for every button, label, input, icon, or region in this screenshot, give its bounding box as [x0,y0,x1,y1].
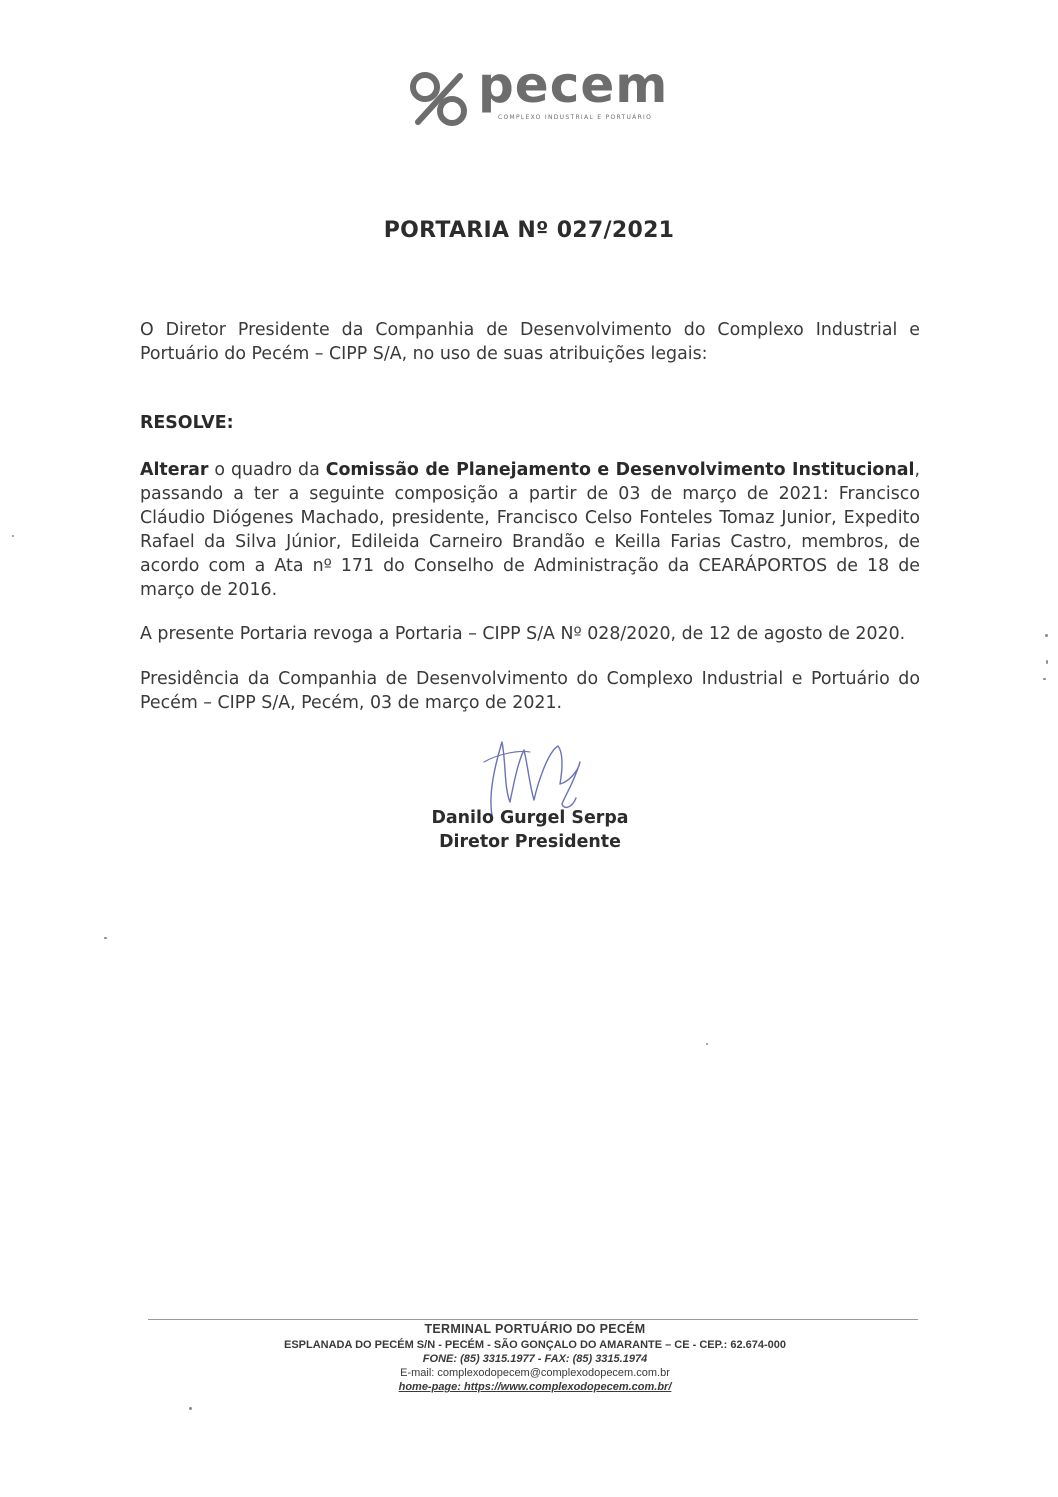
footer-phone-fax: FONE: (85) 3315.1977 - FAX: (85) 3315.1974 [422,1353,648,1365]
logo-wordmark: pecem [478,56,669,114]
logo-tagline: COMPLEXO INDUSTRIAL E PORTUÁRIO [498,114,653,121]
scan-speck [1046,660,1048,664]
resolve-heading: RESOLVE: [140,413,234,433]
footer-email: E-mail: complexodopecem@complexodopecem.com.br [400,1367,670,1379]
pecem-logo-icon [408,70,470,128]
scan-speck [189,1407,192,1410]
scan-speck [104,937,107,939]
scan-speck [1045,634,1048,637]
document-title: PORTARIA Nº 027/2021 [383,218,675,243]
footer-address: ESPLANADA DO PECÉM S/N - PECÉM - SÃO GONÇALO DO AMARANTE – CE - CEP.: 62.674-000 [283,1339,786,1351]
commission-name: Comissão de Planejamento e Desenvolvimento Institucional [325,460,915,480]
intro-paragraph: O Diretor Presidente da Companhia de Desenvolvimento do Complexo Industrial e Portuário do Pecém – CIPP S/A, no uso de suas atribuições legais: [140,320,920,364]
resolution-paragraph [140,458,920,602]
signer-name: Danilo Gurgel Serpa [431,808,629,828]
footer-homepage-link[interactable]: home-page: https://www.complexodopecem.com.br/ [398,1381,672,1393]
footer-terminal-name: TERMINAL PORTUÁRIO DO PECÉM [424,1322,646,1336]
resolution-verb: Alterar [140,460,209,480]
scan-speck [706,1043,708,1045]
revocation-paragraph: A presente Portaria revoga a Portaria – CIPP S/A Nº 028/2020, de 12 de agosto de 2020. [140,624,906,644]
footer-divider [148,1319,918,1320]
scan-speck [1043,678,1046,680]
company-logo [408,56,669,130]
place-date-paragraph: Presidência da Companhia de Desenvolvimento do Complexo Industrial e Portuário do Pecém – CIPP S/A, Pecém, 03 de março de 2021. [140,669,920,713]
resolution-text-2: , passando a ter a seguinte composição a partir de 03 de março de 2021: Francisco Cláudio Diógenes Machado, presidente, Francisco Celso Fonteles Tomaz Junior, Expedito Rafael da Silva Júnior, Edileida Carneiro Brandão e Keilla Farias Castro, membros, de acordo com a Ata nº 171 do Conselho de Administração da CEARÁPORTOS de 18 de março de 2016. [140,460,920,600]
signer-role: Diretor Presidente [439,832,621,852]
resolution-text-1: o quadro da [208,460,326,480]
scan-speck [12,535,14,537]
